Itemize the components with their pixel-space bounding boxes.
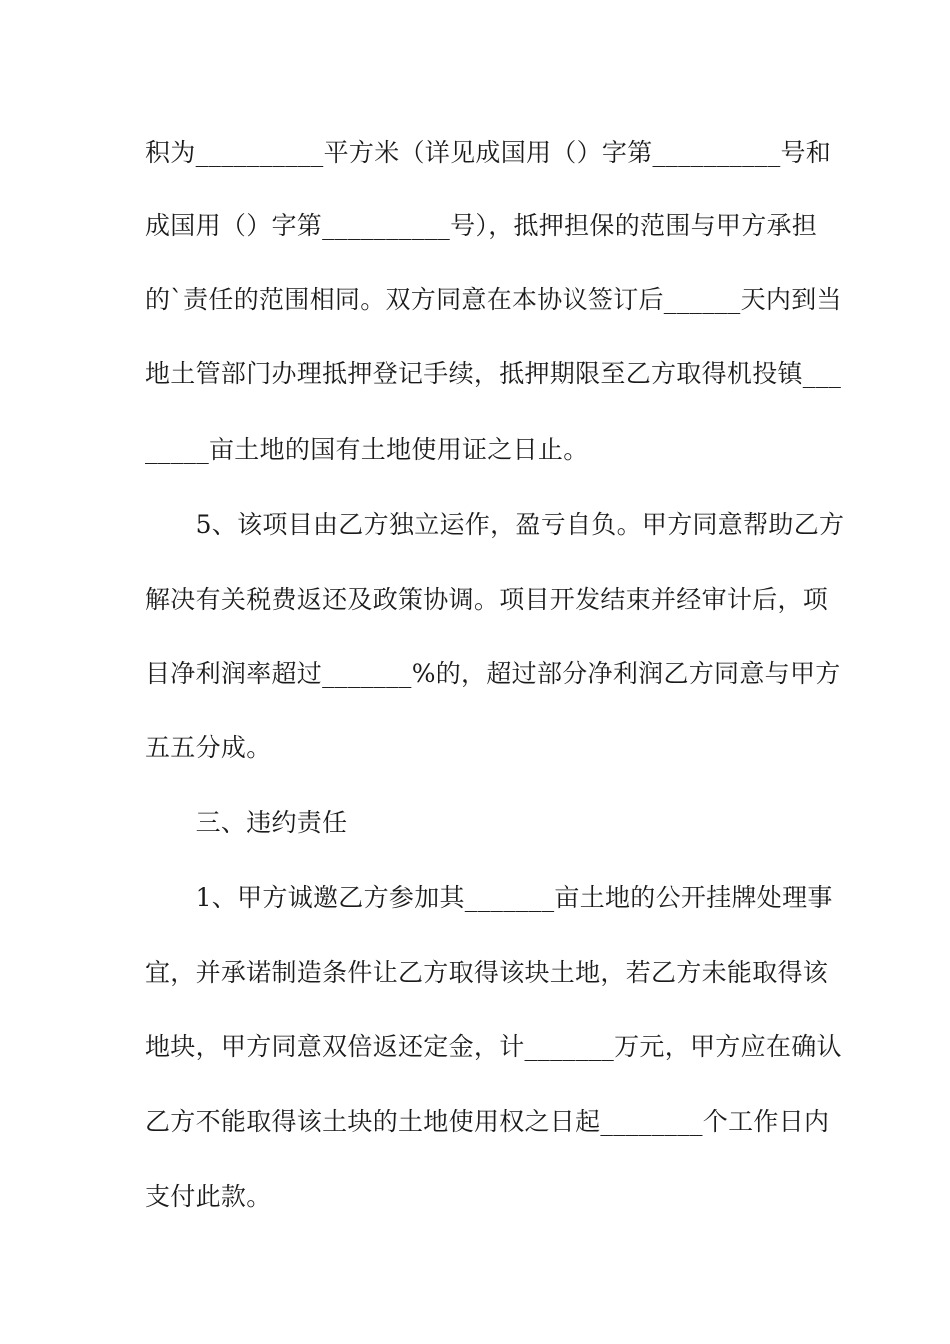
text-line: 地块，甲方同意双倍返还定金，计_______万元，甲方应在确认 <box>145 1032 842 1061</box>
text-line: 乙方不能取得该土块的土地使用权之日起________个工作日内 <box>145 1107 830 1136</box>
text-line: 目净利润率超过_______%的，超过部分净利润乙方同意与甲方 <box>145 659 841 688</box>
paragraph-1-start: 1、甲方诚邀乙方参加其_______亩土地的公开挂牌处理事 <box>145 883 833 912</box>
section-heading: 三、违约责任 <box>145 808 348 837</box>
paragraph-5-start: 5、该项目由乙方独立运作，盈亏自负。甲方同意帮助乙方 <box>145 510 845 539</box>
text-line: 宜，并承诺制造条件让乙方取得该块土地，若乙方未能取得该 <box>145 958 829 987</box>
text-line: 地土管部门办理抵押登记手续，抵押期限至乙方取得机投镇___ <box>145 359 842 388</box>
text-line: _____亩土地的国有土地使用证之日止。 <box>145 435 589 464</box>
text-line: 解决有关税费返还及政策协调。项目开发结束并经审计后，项 <box>145 585 829 614</box>
text-line: 五五分成。 <box>145 733 272 762</box>
text-line: 支付此款。 <box>145 1182 272 1211</box>
text-line: 的`责任的范围相同。双方同意在本协议签订后______天内到当 <box>145 285 842 314</box>
text-line: 成国用（）字第__________号），抵押担保的范围与甲方承担 <box>145 211 818 240</box>
text-line: 积为__________平方米（详见成国用（）字第__________号和 <box>145 138 832 167</box>
